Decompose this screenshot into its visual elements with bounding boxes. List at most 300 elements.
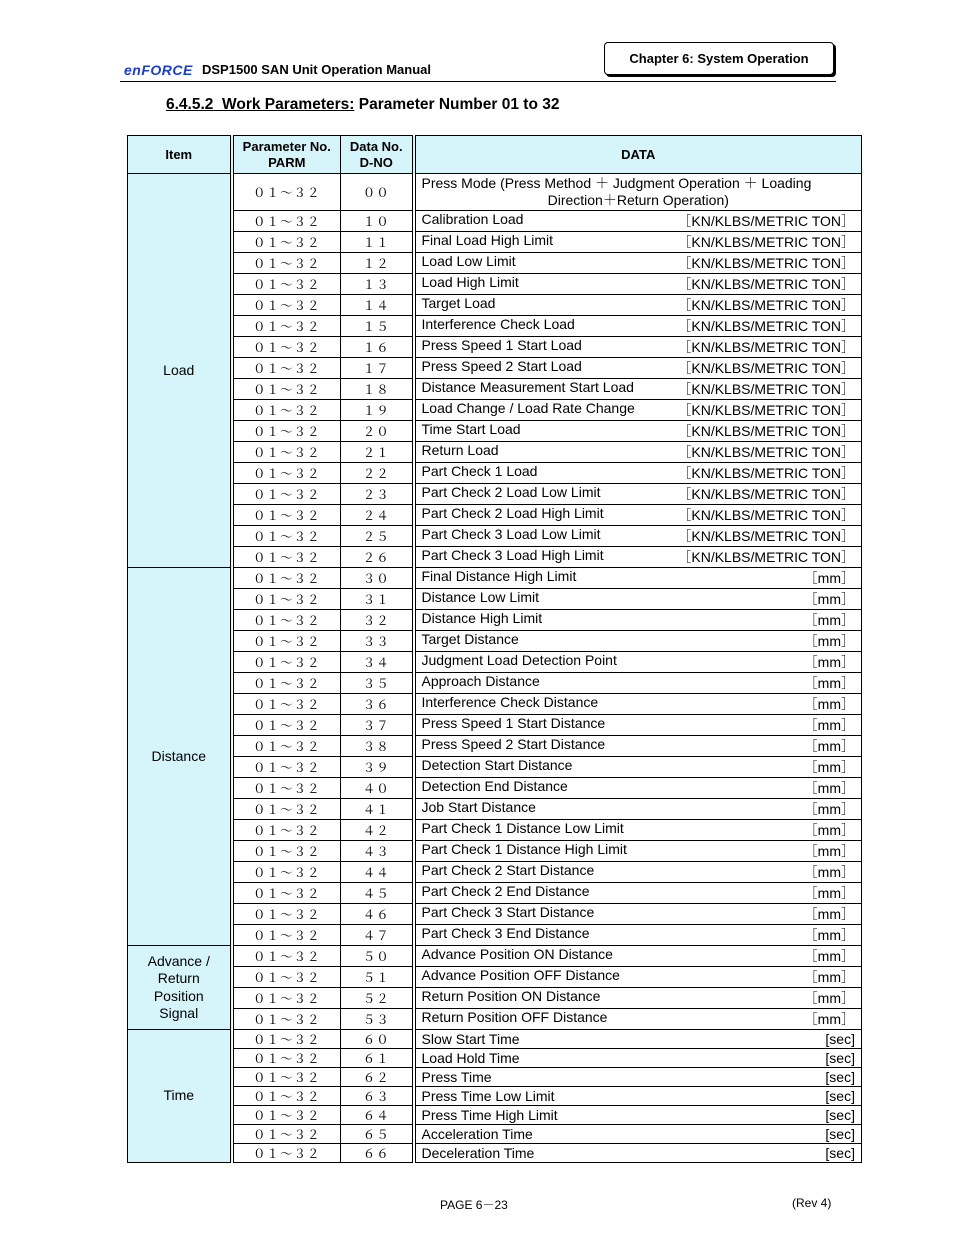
data-desc: Load Change / Load Rate Change	[421, 400, 635, 416]
parm-cell: ０１～３２	[232, 694, 341, 715]
data-desc: Advance Position ON Distance	[421, 946, 613, 962]
data-cell	[414, 337, 862, 358]
table-row	[128, 715, 862, 736]
data-cell	[414, 211, 862, 232]
data-desc: Job Start Distance	[421, 799, 536, 815]
parm-cell: ０１～３２	[232, 1030, 341, 1049]
parm-cell: ０１～３２	[232, 421, 341, 442]
table-row	[128, 589, 862, 610]
parm-cell: ０１～３２	[232, 211, 341, 232]
dno-cell: ００	[341, 174, 414, 211]
parm-cell: ０１～３２	[232, 568, 341, 589]
parm-cell: ０１～３２	[232, 589, 341, 610]
table-row	[128, 736, 862, 757]
dno-cell: １９	[341, 400, 414, 421]
data-unit: ［KN/KLBS/METRIC TON］	[677, 444, 855, 460]
dno-cell: ３４	[341, 652, 414, 673]
dno-cell: ２６	[341, 547, 414, 568]
header-dno	[341, 136, 414, 174]
table-row	[128, 1068, 862, 1087]
data-cell	[414, 253, 862, 274]
table-row	[128, 778, 862, 799]
data-unit: [sec]	[825, 1126, 855, 1142]
parm-cell: ０１～３２	[232, 757, 341, 778]
manual-title: DSP1500 SAN Unit Operation Manual	[202, 62, 431, 77]
table-row	[128, 174, 862, 211]
parm-cell: ０１～３２	[232, 295, 341, 316]
data-cell	[414, 463, 862, 484]
data-unit: ［KN/KLBS/METRIC TON］	[677, 507, 855, 523]
dno-cell: ３３	[341, 631, 414, 652]
data-unit: ［KN/KLBS/METRIC TON］	[677, 381, 855, 397]
group-label-1: Distance	[128, 568, 232, 946]
data-cell	[414, 484, 862, 505]
data-cell	[414, 1125, 862, 1144]
data-desc: Part Check 1 Distance Low Limit	[421, 820, 624, 836]
data-unit: ［KN/KLBS/METRIC TON］	[677, 402, 855, 418]
header-parm-line2: PARM	[268, 154, 306, 170]
dno-cell: ４２	[341, 820, 414, 841]
parm-cell: ０１～３２	[232, 652, 341, 673]
table-row	[128, 1009, 862, 1030]
data-unit: ［KN/KLBS/METRIC TON］	[677, 486, 855, 502]
parm-cell: ０１～３２	[232, 841, 341, 862]
page-header	[0, 0, 954, 90]
group-label-0: Load	[128, 174, 232, 568]
data-desc: Final Distance High Limit	[421, 568, 577, 584]
revision: (Rev 4)	[792, 1196, 832, 1210]
data-unit: ［KN/KLBS/METRIC TON］	[677, 213, 855, 229]
data-cell	[414, 547, 862, 568]
parm-cell: ０１～３２	[232, 610, 341, 631]
data-cell	[414, 174, 862, 211]
dno-cell: １０	[341, 211, 414, 232]
section-title	[166, 96, 559, 114]
data-desc: Part Check 2 End Distance	[421, 883, 590, 899]
data-desc: Interference Check Distance	[421, 694, 599, 710]
data-unit: ［mm］	[803, 612, 855, 628]
dno-cell: １５	[341, 316, 414, 337]
header-data: DATA	[414, 136, 862, 174]
dno-cell: ３８	[341, 736, 414, 757]
parm-cell: ０１～３２	[232, 862, 341, 883]
data-desc-continued: Direction＋Return Operation)	[547, 192, 729, 208]
parm-cell: ０１～３２	[232, 988, 341, 1009]
data-cell	[414, 568, 862, 589]
parm-cell: ０１～３２	[232, 484, 341, 505]
section-subtitle: Parameter Number 01 to 32	[358, 96, 560, 113]
dno-cell: １３	[341, 274, 414, 295]
data-unit: ［mm］	[803, 885, 855, 901]
parm-cell: ０１～３２	[232, 400, 341, 421]
dno-cell: ４０	[341, 778, 414, 799]
parm-cell: ０１～３２	[232, 547, 341, 568]
data-desc: Load Low Limit	[421, 253, 516, 269]
data-unit: [sec]	[825, 1050, 855, 1066]
data-cell	[414, 799, 862, 820]
data-cell	[414, 673, 862, 694]
data-cell	[414, 946, 862, 967]
header-dno-line1: Data No.	[349, 138, 403, 154]
parm-cell: ０１～３２	[232, 232, 341, 253]
header-item: Item	[128, 136, 232, 174]
data-unit: ［mm］	[803, 843, 855, 859]
data-cell	[414, 904, 862, 925]
data-desc: Acceleration Time	[421, 1126, 533, 1142]
parm-cell: ０１～３２	[232, 1125, 341, 1144]
dno-cell: ５０	[341, 946, 414, 967]
data-unit: [sec]	[825, 1107, 855, 1123]
data-unit: ［mm］	[803, 738, 855, 754]
data-cell	[414, 610, 862, 631]
table-row	[128, 967, 862, 988]
table-row	[128, 883, 862, 904]
data-cell	[414, 862, 862, 883]
table-row	[128, 211, 862, 232]
parm-cell: ０１～３２	[232, 316, 341, 337]
data-cell	[414, 715, 862, 736]
data-cell	[414, 295, 862, 316]
data-unit: ［mm］	[803, 1011, 855, 1027]
table-row	[128, 673, 862, 694]
parm-cell: ０１～３２	[232, 1106, 341, 1125]
table-row	[128, 442, 862, 463]
enforce-logo: enFORCE	[124, 62, 193, 78]
dno-cell: ５３	[341, 1009, 414, 1030]
dno-cell: ３０	[341, 568, 414, 589]
table-row	[128, 841, 862, 862]
data-desc: Part Check 3 End Distance	[421, 925, 590, 941]
table-row	[128, 652, 862, 673]
table-row	[128, 799, 862, 820]
data-unit: [sec]	[825, 1088, 855, 1104]
data-desc: Distance High Limit	[421, 610, 543, 626]
parm-cell: ０１～３２	[232, 174, 341, 211]
table-row	[128, 526, 862, 547]
data-desc: Part Check 2 Load Low Limit	[421, 484, 601, 500]
data-desc: Press Time Low Limit	[421, 1088, 555, 1104]
data-cell	[414, 400, 862, 421]
parm-cell: ０１～３２	[232, 505, 341, 526]
data-desc: Advance Position OFF Distance	[421, 967, 620, 983]
parm-cell: ０１～３２	[232, 274, 341, 295]
data-unit: ［KN/KLBS/METRIC TON］	[677, 360, 855, 376]
data-cell	[414, 841, 862, 862]
data-unit: ［mm］	[803, 969, 855, 985]
data-unit: ［mm］	[803, 906, 855, 922]
data-unit: ［KN/KLBS/METRIC TON］	[677, 255, 855, 271]
dno-cell: ５２	[341, 988, 414, 1009]
dno-cell: ６３	[341, 1087, 414, 1106]
data-desc: Return Position ON Distance	[421, 988, 601, 1004]
table-row	[128, 232, 862, 253]
data-unit: ［KN/KLBS/METRIC TON］	[677, 549, 855, 565]
data-unit: [sec]	[825, 1145, 855, 1161]
data-desc: Distance Measurement Start Load	[421, 379, 634, 395]
table-row	[128, 610, 862, 631]
data-unit: ［mm］	[803, 990, 855, 1006]
data-desc: Part Check 3 Load Low Limit	[421, 526, 601, 542]
chapter-label: Chapter 6: System Operation	[604, 42, 834, 75]
table-row	[128, 295, 862, 316]
data-cell	[414, 988, 862, 1009]
dno-cell: ６４	[341, 1106, 414, 1125]
data-cell	[414, 274, 862, 295]
data-unit: ［KN/KLBS/METRIC TON］	[677, 339, 855, 355]
table-row	[128, 1087, 862, 1106]
table-row	[128, 463, 862, 484]
data-desc: Interference Check Load	[421, 316, 575, 332]
parm-cell: ０１～３２	[232, 904, 341, 925]
data-cell	[414, 883, 862, 904]
data-cell	[414, 925, 862, 946]
data-unit: ［mm］	[803, 864, 855, 880]
data-unit: ［KN/KLBS/METRIC TON］	[677, 528, 855, 544]
table-row	[128, 505, 862, 526]
parm-cell: ０１～３２	[232, 736, 341, 757]
data-cell	[414, 358, 862, 379]
data-desc: Detection End Distance	[421, 778, 568, 794]
data-desc: Press Time High Limit	[421, 1107, 558, 1123]
table-row	[128, 946, 862, 967]
dno-cell: １１	[341, 232, 414, 253]
parm-cell: ０１～３２	[232, 442, 341, 463]
data-desc: Distance Low Limit	[421, 589, 539, 605]
parm-cell: ０１～３２	[232, 1068, 341, 1087]
dno-cell: ２２	[341, 463, 414, 484]
data-unit: ［KN/KLBS/METRIC TON］	[677, 465, 855, 481]
data-unit: ［mm］	[803, 780, 855, 796]
data-desc: Load Hold Time	[421, 1050, 520, 1066]
table-row	[128, 484, 862, 505]
table-row	[128, 1144, 862, 1163]
data-cell	[414, 757, 862, 778]
header-rule	[120, 81, 836, 82]
table-row	[128, 358, 862, 379]
data-cell	[414, 526, 862, 547]
data-unit: [sec]	[825, 1069, 855, 1085]
data-cell	[414, 967, 862, 988]
data-unit: ［mm］	[803, 927, 855, 943]
data-cell	[414, 736, 862, 757]
dno-cell: ６０	[341, 1030, 414, 1049]
dno-cell: ３６	[341, 694, 414, 715]
table-row	[128, 568, 862, 589]
dno-cell: １７	[341, 358, 414, 379]
table-row	[128, 1106, 862, 1125]
table-row	[128, 1049, 862, 1068]
table-row	[128, 337, 862, 358]
table-header-row	[128, 136, 862, 174]
data-unit: ［mm］	[803, 759, 855, 775]
dno-cell: ３５	[341, 673, 414, 694]
data-cell	[414, 694, 862, 715]
dno-cell: ４１	[341, 799, 414, 820]
table-row	[128, 316, 862, 337]
parm-cell: ０１～３２	[232, 1087, 341, 1106]
data-cell	[414, 631, 862, 652]
data-cell	[414, 505, 862, 526]
dno-cell: ４３	[341, 841, 414, 862]
dno-cell: １２	[341, 253, 414, 274]
table-row	[128, 925, 862, 946]
parm-cell: ０１～３２	[232, 715, 341, 736]
parm-cell: ０１～３２	[232, 253, 341, 274]
data-unit: [sec]	[825, 1031, 855, 1047]
data-unit: ［mm］	[803, 675, 855, 691]
parm-cell: ０１～３２	[232, 1144, 341, 1163]
data-desc: Press Speed 2 Start Load	[421, 358, 582, 374]
header-dno-line2: D-NO	[359, 154, 393, 170]
table-row	[128, 400, 862, 421]
dno-cell: ６５	[341, 1125, 414, 1144]
data-unit: ［KN/KLBS/METRIC TON］	[677, 318, 855, 334]
table-row	[128, 1030, 862, 1049]
data-desc: Press Speed 1 Start Distance	[421, 715, 606, 731]
data-desc: Load High Limit	[421, 274, 519, 290]
table-row	[128, 631, 862, 652]
dno-cell: ５１	[341, 967, 414, 988]
dno-cell: ６２	[341, 1068, 414, 1087]
group-label-2: Advance / Return Position Signal	[128, 946, 232, 1030]
table-row	[128, 379, 862, 400]
data-unit: ［KN/KLBS/METRIC TON］	[677, 297, 855, 313]
data-cell	[414, 442, 862, 463]
table-row	[128, 988, 862, 1009]
data-desc: Target Load	[421, 295, 496, 311]
data-unit: ［mm］	[803, 591, 855, 607]
dno-cell: ３９	[341, 757, 414, 778]
dno-cell: ６１	[341, 1049, 414, 1068]
data-desc: Time Start Load	[421, 421, 521, 437]
table-row	[128, 274, 862, 295]
dno-cell: ３１	[341, 589, 414, 610]
data-cell	[414, 232, 862, 253]
header-parm-line1: Parameter No.	[242, 138, 331, 154]
dno-cell: ２０	[341, 421, 414, 442]
parm-cell: ０１～３２	[232, 526, 341, 547]
dno-cell: １８	[341, 379, 414, 400]
parm-cell: ０１～３２	[232, 967, 341, 988]
data-desc: Target Distance	[421, 631, 519, 647]
dno-cell: ２４	[341, 505, 414, 526]
data-unit: ［mm］	[803, 633, 855, 649]
data-unit: ［mm］	[803, 654, 855, 670]
parm-cell: ０１～３２	[232, 1049, 341, 1068]
parm-cell: ０１～３２	[232, 463, 341, 484]
dno-cell: ６６	[341, 1144, 414, 1163]
data-desc: Press Speed 2 Start Distance	[421, 736, 606, 752]
data-desc: Part Check 2 Start Distance	[421, 862, 595, 878]
data-cell	[414, 820, 862, 841]
dno-cell: ４５	[341, 883, 414, 904]
parm-cell: ０１～３２	[232, 379, 341, 400]
data-cell	[414, 1144, 862, 1163]
table-row	[128, 694, 862, 715]
data-cell	[414, 1106, 862, 1125]
parm-cell: ０１～３２	[232, 946, 341, 967]
parm-cell: ０１～３２	[232, 1009, 341, 1030]
data-desc: Deceleration Time	[421, 1145, 535, 1161]
dno-cell: ３７	[341, 715, 414, 736]
data-unit: ［mm］	[803, 801, 855, 817]
data-unit: ［mm］	[803, 948, 855, 964]
table-row	[128, 547, 862, 568]
data-cell	[414, 1030, 862, 1049]
data-desc: Part Check 2 Load High Limit	[421, 505, 604, 521]
data-unit: ［mm］	[803, 717, 855, 733]
data-desc: Final Load High Limit	[421, 232, 554, 248]
data-desc: Press Time	[421, 1069, 492, 1085]
data-unit: ［KN/KLBS/METRIC TON］	[677, 423, 855, 439]
data-desc: Return Load	[421, 442, 499, 458]
table-row	[128, 820, 862, 841]
dno-cell: １６	[341, 337, 414, 358]
data-desc: Part Check 1 Distance High Limit	[421, 841, 627, 857]
dno-cell: ４４	[341, 862, 414, 883]
work-parameters-table	[127, 135, 862, 1163]
table-row	[128, 904, 862, 925]
parm-cell: ０１～３２	[232, 631, 341, 652]
data-desc: Press Speed 1 Start Load	[421, 337, 582, 353]
data-desc: Part Check 1 Load	[421, 463, 538, 479]
data-cell	[414, 379, 862, 400]
data-desc: Press Mode (Press Method ＋ Judgment Operation ＋ Loading	[421, 175, 812, 191]
data-cell	[414, 589, 862, 610]
data-desc: Part Check 3 Start Distance	[421, 904, 595, 920]
table-row	[128, 253, 862, 274]
dno-cell: ２３	[341, 484, 414, 505]
data-unit: ［KN/KLBS/METRIC TON］	[677, 234, 855, 250]
data-cell	[414, 316, 862, 337]
parm-cell: ０１～３２	[232, 778, 341, 799]
table-row	[128, 421, 862, 442]
section-underlined-title: Work Parameters:	[222, 96, 355, 113]
table-row	[128, 862, 862, 883]
parm-cell: ０１～３２	[232, 358, 341, 379]
data-cell	[414, 1049, 862, 1068]
header-parm	[232, 136, 341, 174]
dno-cell: ２１	[341, 442, 414, 463]
data-desc: Slow Start Time	[421, 1031, 520, 1047]
dno-cell: ２５	[341, 526, 414, 547]
data-cell	[414, 1009, 862, 1030]
dno-cell: ４６	[341, 904, 414, 925]
data-cell	[414, 421, 862, 442]
parm-cell: ０１～３２	[232, 799, 341, 820]
data-desc: Detection Start Distance	[421, 757, 573, 773]
parm-cell: ０１～３２	[232, 673, 341, 694]
data-desc: Approach Distance	[421, 673, 540, 689]
data-cell	[414, 778, 862, 799]
table-row	[128, 1125, 862, 1144]
data-unit: ［mm］	[803, 822, 855, 838]
page-number: PAGE 6－23	[440, 1198, 508, 1212]
data-desc: Part Check 3 Load High Limit	[421, 547, 604, 563]
data-cell	[414, 1087, 862, 1106]
data-cell	[414, 1068, 862, 1087]
dno-cell: ４７	[341, 925, 414, 946]
table-row	[128, 757, 862, 778]
parm-cell: ０１～３２	[232, 925, 341, 946]
table-body	[128, 174, 862, 1163]
data-unit: ［mm］	[803, 696, 855, 712]
dno-cell: ３２	[341, 610, 414, 631]
data-unit: ［mm］	[803, 570, 855, 586]
dno-cell: １４	[341, 295, 414, 316]
group-label-3: Time	[128, 1030, 232, 1163]
data-desc: Return Position OFF Distance	[421, 1009, 608, 1025]
